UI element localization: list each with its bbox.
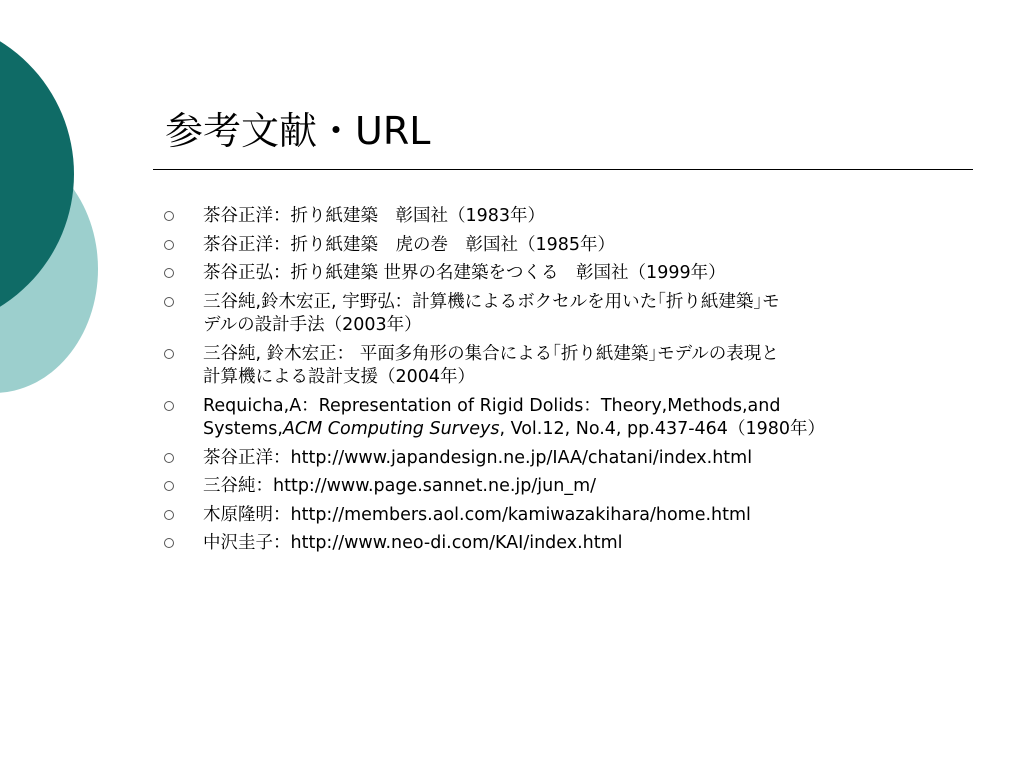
reference-item <box>160 475 980 499</box>
reference-item <box>160 395 980 442</box>
reference-item <box>160 343 980 390</box>
reference-item <box>160 532 980 556</box>
reference-text: 茶谷正洋：http://www.japandesign.ne.jp/IAA/chatani/index.html <box>203 447 753 468</box>
slide-title: 参考文献・URL <box>165 109 431 153</box>
reference-text-line-1: Requicha,A：Representation of Rigid Dolids：Theory,Methods,and <box>203 395 781 416</box>
decorative-circles <box>0 0 120 420</box>
hollow-circle-icon <box>164 453 174 463</box>
reference-item <box>160 291 980 338</box>
reference-text: 三谷純：http://www.page.sannet.ne.jp/jun_m/ <box>203 476 597 496</box>
reference-text-line-2: デルの設計手法（2003年） <box>203 315 422 335</box>
reference-text-line-2 <box>203 418 980 442</box>
reference-list <box>160 205 980 561</box>
hollow-circle-icon <box>164 349 174 359</box>
reference-item <box>160 234 980 258</box>
reference-text-suffix: , Vol.12, No.4, pp.437-464（1980年） <box>499 419 825 439</box>
reference-item <box>160 262 980 286</box>
hollow-circle-icon <box>164 510 174 520</box>
reference-text-line-1: 三谷純,鈴木宏正, 宇野弘：計算機によるボクセルを用いた｢折り紙建築｣モ <box>203 291 780 312</box>
hollow-circle-icon <box>164 211 174 221</box>
journal-title: ACM Computing Surveys <box>282 419 500 439</box>
reference-text: 茶谷正洋：折り紙建築 虎の巻 彰国社（1985年） <box>203 234 616 255</box>
title-underline <box>153 169 973 170</box>
hollow-circle-icon <box>164 538 174 548</box>
reference-text: 茶谷正洋：折り紙建築 彰国社（1983年） <box>203 206 546 226</box>
reference-text: 茶谷正弘：折り紙建築 世界の名建築をつくる 彰国社（1999年） <box>203 263 726 283</box>
reference-item <box>160 447 980 471</box>
reference-item <box>160 205 980 229</box>
hollow-circle-icon <box>164 481 174 491</box>
hollow-circle-icon <box>164 240 174 250</box>
hollow-circle-icon <box>164 401 174 411</box>
reference-text: 木原隆明：http://members.aol.com/kamiwazakihara/home.html <box>203 504 751 525</box>
reference-text-prefix: Systems, <box>203 419 283 439</box>
hollow-circle-icon <box>164 297 174 307</box>
reference-text: 中沢圭子：http://www.neo-di.com/KAI/index.html <box>203 533 623 553</box>
reference-text-line-2: 計算機による設計支援（2004年） <box>203 367 476 387</box>
hollow-circle-icon <box>164 268 174 278</box>
reference-text-line-1: 三谷純, 鈴木宏正： 平面多角形の集合による｢折り紙建築｣モデルの表現と <box>203 343 779 364</box>
reference-item <box>160 504 980 528</box>
